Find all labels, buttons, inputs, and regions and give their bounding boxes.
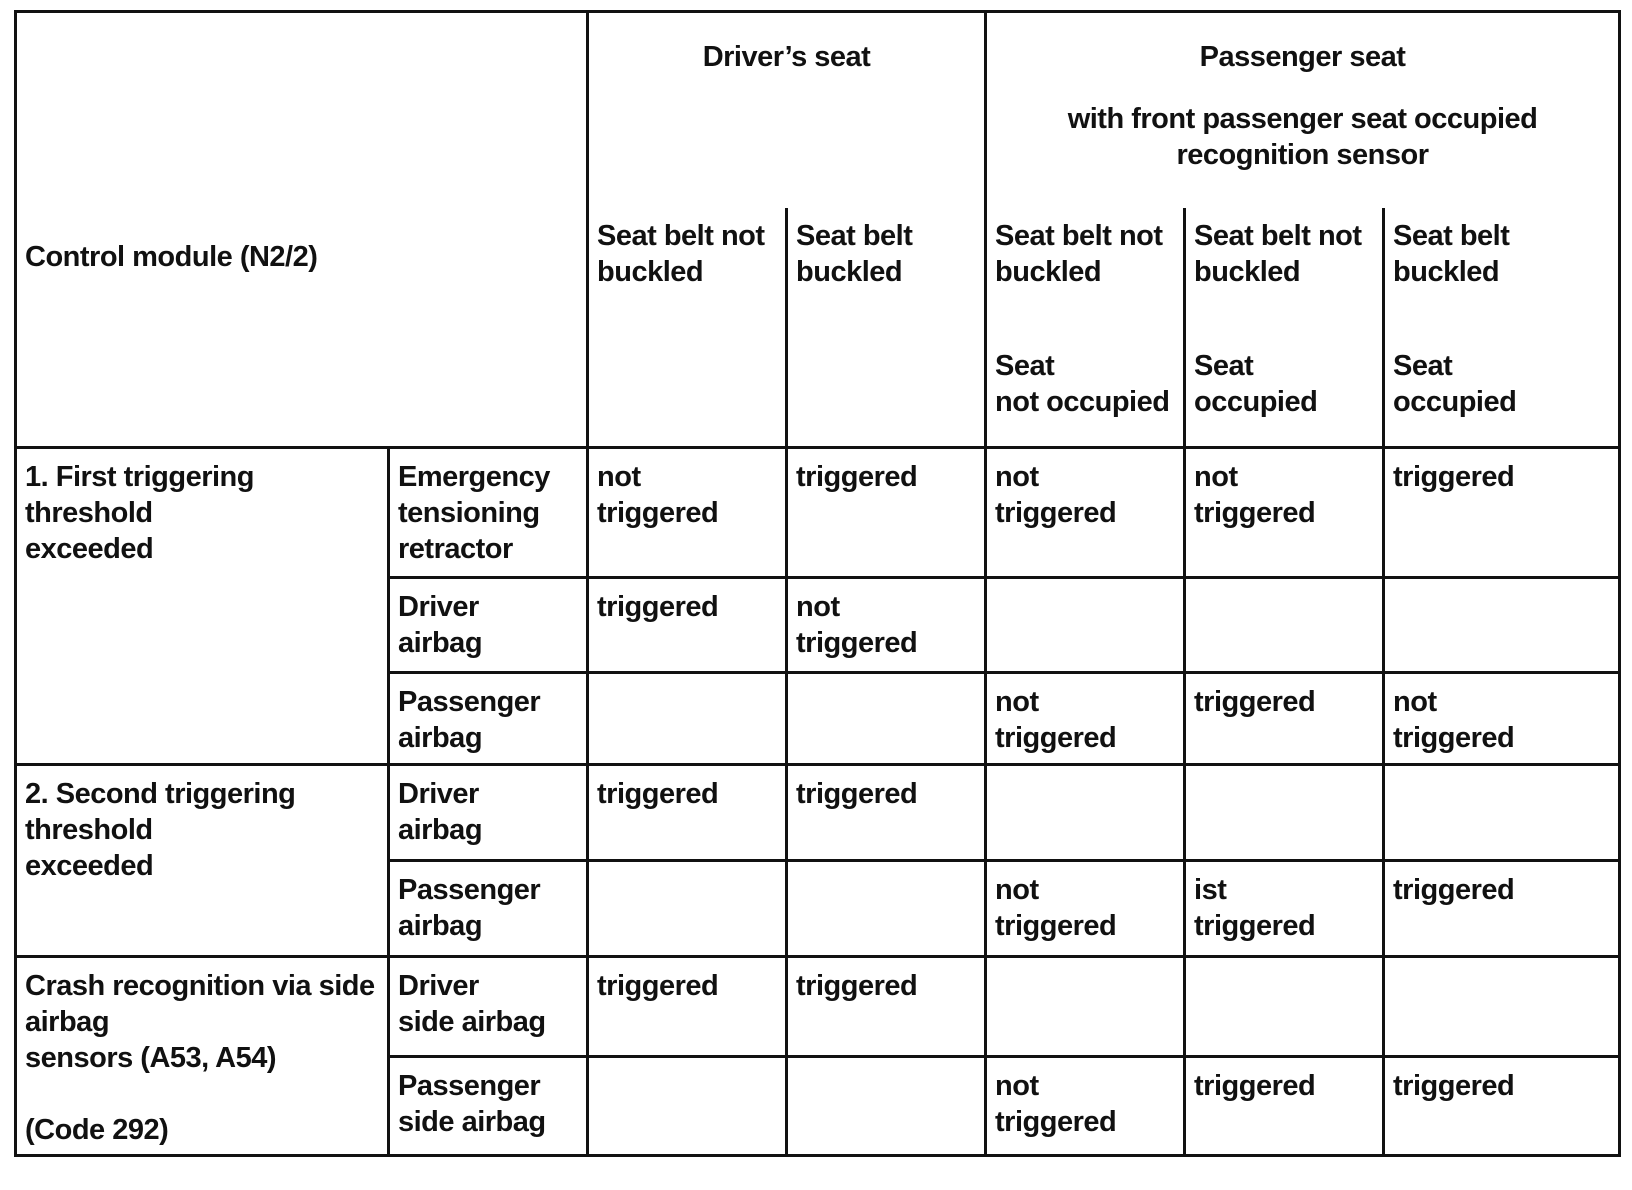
group-crash-recognition-side-sensors	[16, 957, 389, 1156]
spacer	[25, 1076, 379, 1112]
value-text: triggered	[597, 970, 719, 1002]
component-text: side airbag	[398, 1105, 546, 1138]
driver-seat-label: Driver’s seat	[702, 41, 871, 73]
group-text: exceeded	[25, 533, 154, 565]
cell-empty	[787, 673, 986, 765]
cell-empty	[588, 673, 787, 765]
table-row	[16, 957, 1620, 1057]
cell-value	[1185, 673, 1384, 765]
cell-empty	[1384, 765, 1620, 861]
component-text: side airbag	[398, 1006, 546, 1038]
group-first-threshold	[16, 448, 389, 765]
cell-value	[787, 765, 986, 861]
cell-value	[986, 673, 1185, 765]
value-text: triggered	[1194, 686, 1316, 718]
driver-seat-header	[588, 12, 986, 208]
cell-value	[588, 448, 787, 578]
cell-empty	[1384, 957, 1620, 1057]
cell-empty	[787, 861, 986, 957]
table-row	[16, 448, 1620, 578]
component-text: airbag	[398, 722, 483, 754]
value-text: not	[995, 874, 1039, 906]
header-text: Seat	[1194, 349, 1254, 382]
passenger-not-buckled-not-occupied-header	[986, 208, 1185, 448]
passenger-seat-label: Passenger seat	[1199, 41, 1406, 73]
header-text: Seat belt not	[597, 219, 765, 252]
value-text: not	[1194, 461, 1238, 493]
cell-value	[787, 448, 986, 578]
group-second-threshold	[16, 765, 389, 957]
driver-belt-buckled-header	[787, 208, 986, 448]
value-text: not	[796, 591, 840, 623]
cell-value	[588, 578, 787, 673]
table-row	[16, 765, 1620, 861]
value-text: triggered	[995, 1105, 1117, 1138]
component-text: Driver	[398, 591, 479, 623]
value-text: triggered	[1393, 1069, 1515, 1102]
cell-empty	[588, 1056, 787, 1156]
cell-empty	[1185, 765, 1384, 861]
component-text: airbag	[398, 910, 483, 942]
component-text: airbag	[398, 627, 483, 659]
passenger-seat-sublabel: with front passenger seat occupied recognition sensor	[1067, 103, 1538, 171]
value-text: triggered	[796, 970, 918, 1002]
value-text: triggered	[995, 910, 1117, 942]
cell-empty	[1185, 957, 1384, 1057]
header-text: buckled	[995, 255, 1102, 288]
component-text: Driver	[398, 778, 479, 810]
value-text: ist	[1194, 874, 1227, 906]
header-text: buckled	[796, 255, 903, 288]
cell-value	[1384, 448, 1620, 578]
component-passenger-side-airbag	[389, 1056, 588, 1156]
component-driver-airbag	[389, 765, 588, 861]
control-module-header	[16, 12, 588, 448]
cell-value	[1185, 448, 1384, 578]
value-text: not	[995, 686, 1039, 718]
cell-value	[986, 1056, 1185, 1156]
component-text: Passenger	[398, 686, 541, 718]
triggering-table	[14, 10, 1621, 1157]
component-text: Emergency	[398, 461, 550, 493]
header-text: not occupied	[995, 385, 1170, 418]
cell-empty	[1384, 578, 1620, 673]
header-text: Seat belt not	[995, 219, 1163, 252]
cell-value	[1384, 673, 1620, 765]
group-text: (Code 292)	[25, 1114, 169, 1146]
cell-value	[1185, 1056, 1384, 1156]
value-text: triggered	[1393, 722, 1515, 754]
value-text: not	[995, 1069, 1039, 1102]
group-text: Crash recognition via side airbag	[25, 970, 375, 1038]
component-text: airbag	[398, 814, 483, 846]
cell-empty	[787, 1056, 986, 1156]
group-text: 1. First triggering threshold	[25, 461, 254, 529]
component-passenger-airbag	[389, 861, 588, 957]
value-text: triggered	[597, 778, 719, 810]
header-text: occupied	[1194, 385, 1318, 418]
value-text: triggered	[1194, 910, 1316, 942]
component-text: Passenger	[398, 874, 541, 906]
spacer	[1194, 290, 1374, 348]
cell-value	[787, 957, 986, 1057]
component-passenger-airbag	[389, 673, 588, 765]
component-text: tensioning	[398, 497, 540, 529]
cell-empty	[986, 765, 1185, 861]
header-text: buckled	[597, 255, 704, 288]
header-text: occupied	[1393, 385, 1517, 418]
value-text: not	[1393, 686, 1437, 718]
cell-empty	[1185, 578, 1384, 673]
spacer	[1393, 290, 1610, 348]
control-module-label: Control module (N2/2)	[25, 240, 318, 273]
group-text: sensors (A53, A54)	[25, 1042, 277, 1074]
header-text: Seat	[995, 349, 1055, 382]
value-text: triggered	[796, 627, 918, 659]
value-text: not	[995, 461, 1039, 493]
value-text: triggered	[995, 722, 1117, 754]
header-text: Seat	[1393, 349, 1453, 382]
spacer	[995, 290, 1175, 348]
cell-value	[1185, 861, 1384, 957]
passenger-not-buckled-occupied-header	[1185, 208, 1384, 448]
value-text: triggered	[1194, 1069, 1316, 1102]
cell-value	[1384, 1056, 1620, 1156]
cell-value	[588, 765, 787, 861]
value-text: triggered	[597, 591, 719, 623]
value-text: triggered	[995, 497, 1117, 529]
component-text: retractor	[398, 533, 513, 565]
header-text: Seat belt not	[1194, 219, 1362, 252]
header-text: buckled	[1194, 255, 1301, 288]
group-text: exceeded	[25, 850, 154, 882]
cell-value	[787, 578, 986, 673]
cell-empty	[588, 861, 787, 957]
header-text: Seat belt	[796, 219, 913, 252]
header-row-top	[16, 12, 1620, 208]
header-text: buckled	[1393, 255, 1500, 288]
cell-empty	[986, 578, 1185, 673]
cell-empty	[986, 957, 1185, 1057]
component-driver-side-airbag	[389, 957, 588, 1057]
passenger-buckled-occupied-header	[1384, 208, 1620, 448]
value-text: triggered	[1194, 497, 1316, 529]
value-text: triggered	[796, 778, 918, 810]
value-text: triggered	[796, 461, 918, 493]
component-text: Driver	[398, 970, 479, 1002]
value-text: not	[597, 461, 641, 493]
component-text: Passenger	[398, 1069, 541, 1102]
value-text: triggered	[597, 497, 719, 529]
passenger-seat-header	[986, 12, 1620, 208]
cell-value	[588, 957, 787, 1057]
cell-value	[986, 448, 1185, 578]
component-driver-airbag	[389, 578, 588, 673]
value-text: triggered	[1393, 461, 1515, 493]
component-emergency-tensioning-retractor	[389, 448, 588, 578]
cell-value	[1384, 861, 1620, 957]
airbag-triggering-table-document	[14, 10, 1618, 1180]
cell-value	[986, 861, 1185, 957]
group-text: 2. Second triggering threshold	[25, 778, 296, 846]
value-text: triggered	[1393, 874, 1515, 906]
driver-belt-not-buckled-header	[588, 208, 787, 448]
header-text: Seat belt	[1393, 219, 1510, 252]
